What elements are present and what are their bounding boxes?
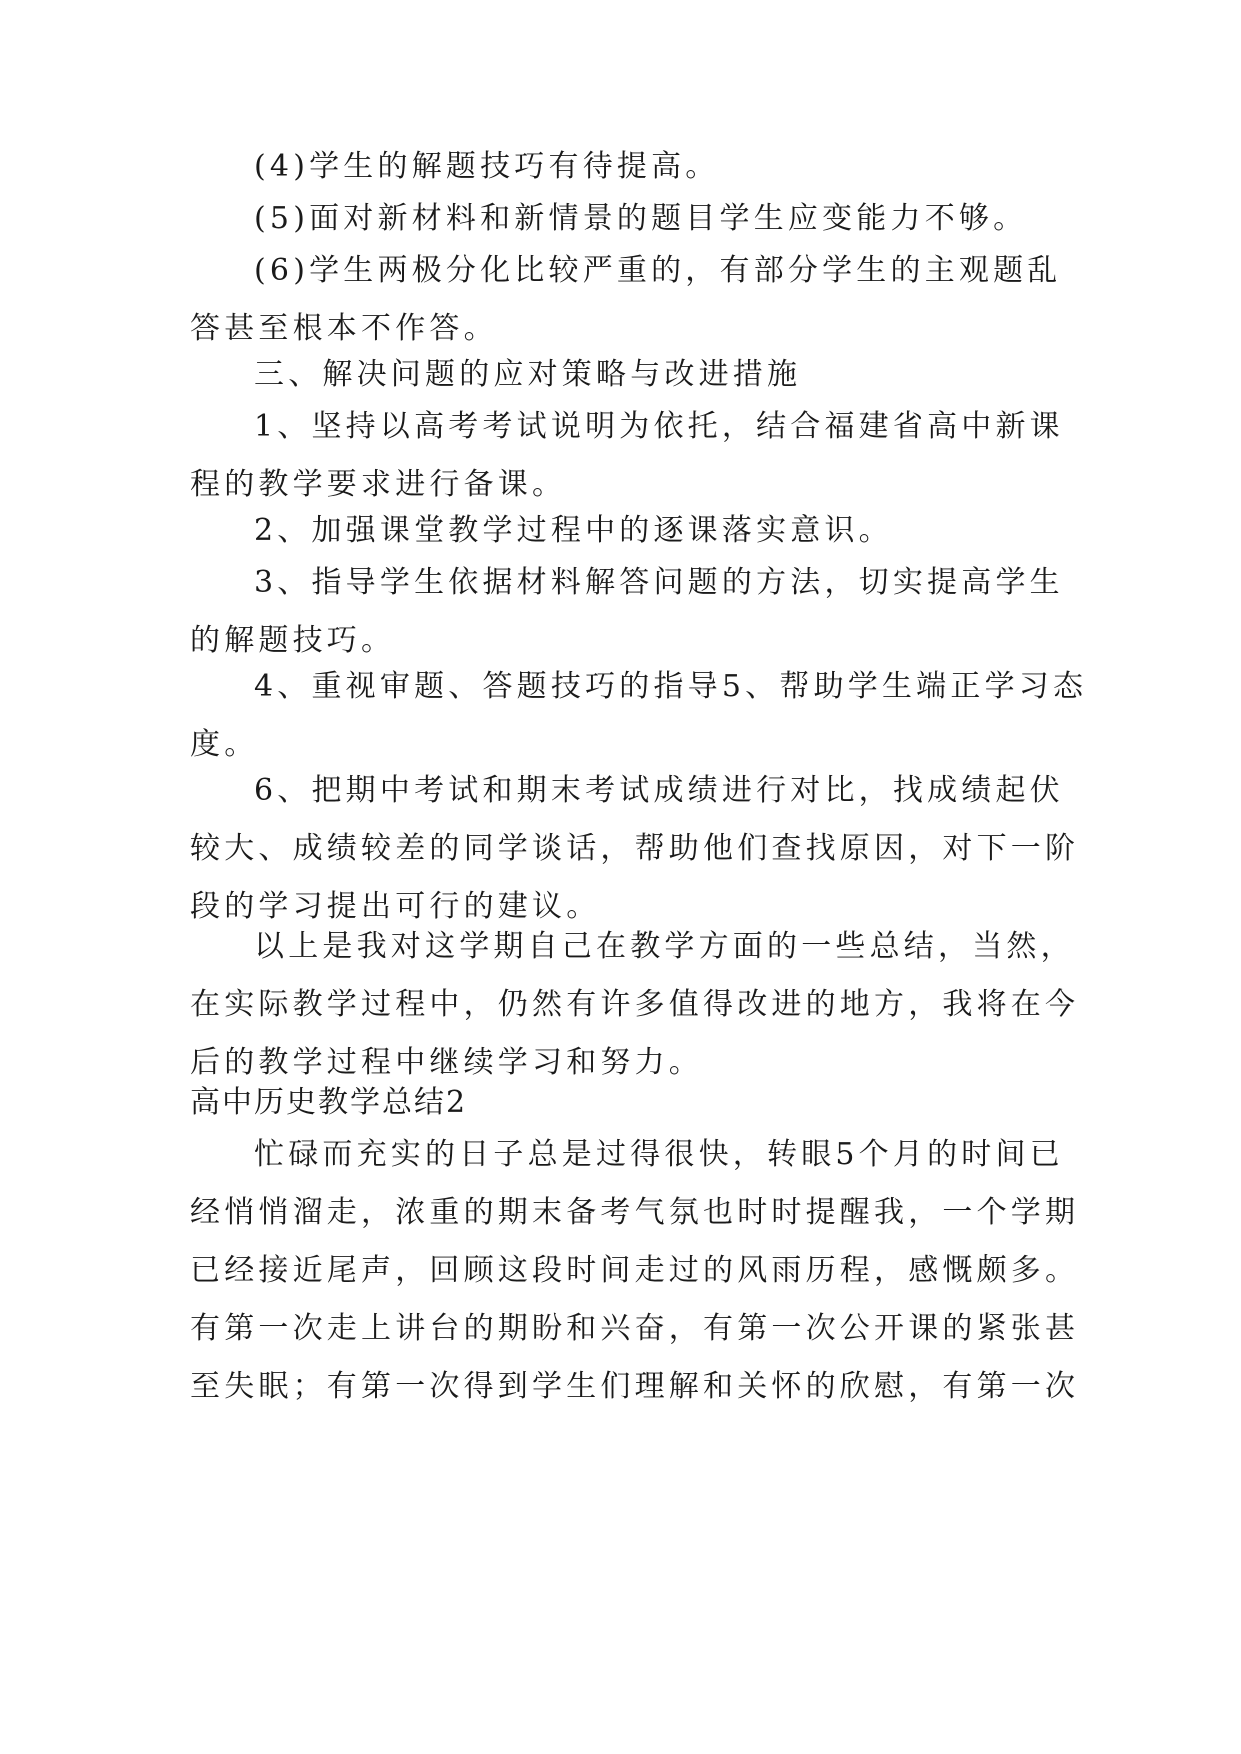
text-line: 答甚至根本不作答。 [190,311,498,346]
text-line: 6、把期中考试和期末考试成绩进行对比，找成绩起伏 [254,773,1064,808]
text-line: 3、指导学生依据材料解答问题的方法，切实提高学生 [254,565,1064,600]
text-line: 1、坚持以高考考试说明为依托，结合福建省高中新课 [254,409,1064,444]
text-line: 2、加强课堂教学过程中的逐课落实意识。 [254,513,893,548]
section-title: 高中历史教学总结2 [190,1085,468,1120]
text-line: (4)学生的解题技巧有待提高。 [254,149,720,184]
text-line: (6)学生两极分化比较严重的，有部分学生的主观题乱 [254,253,1062,288]
intro-paragraph [190,1126,1080,1416]
text-line: 有第一次走上讲台的期盼和兴奋，有第一次公开课的紧张甚 [190,1311,1080,1346]
text-line: 至失眠；有第一次得到学生们理解和关怀的欣慰，有第一次 [190,1369,1080,1404]
text-line: 4、重视审题、答题技巧的指导5、帮助学生端正学习态 [254,669,1088,704]
text-line: 的解题技巧。 [190,623,396,658]
measure-4-5 [190,658,1088,774]
text-line: 段的学习提出可行的建议。 [190,889,601,924]
text-line: 以上是我对这学期自己在教学方面的一些总结，当然， [254,929,1075,964]
text-line: 后的教学过程中继续学习和努力。 [190,1045,703,1080]
text-line: 度。 [190,727,259,762]
measure-1 [190,398,1070,514]
paragraph-6 [190,242,1070,358]
measure-2 [190,502,1070,560]
paragraph-4 [190,138,1070,196]
text-line: 程的教学要求进行备课。 [190,467,567,502]
text-line: 三、解决问题的应对策略与改进措施 [254,357,802,392]
measure-3 [190,554,1070,670]
text-line: 较大、成绩较差的同学谈话，帮助他们查找原因，对下一阶 [190,831,1080,866]
text-line: 忙碌而充实的日子总是过得很快，转眼5个月的时间已 [254,1137,1064,1172]
measure-6 [190,762,1080,936]
text-line: 经悄悄溜走，浓重的期末备考气氛也时时提醒我，一个学期 [190,1195,1080,1230]
text-line: (5)面对新材料和新情景的题目学生应变能力不够。 [254,201,1028,236]
text-line: 在实际教学过程中，仍然有许多值得改进的地方，我将在今 [190,987,1080,1022]
paragraph-5 [190,190,1070,248]
section-heading-3 [190,346,1070,404]
summary-paragraph [190,918,1080,1092]
text-line: 已经接近尾声，回顾这段时间走过的风雨历程，感慨颇多。 [190,1253,1080,1288]
